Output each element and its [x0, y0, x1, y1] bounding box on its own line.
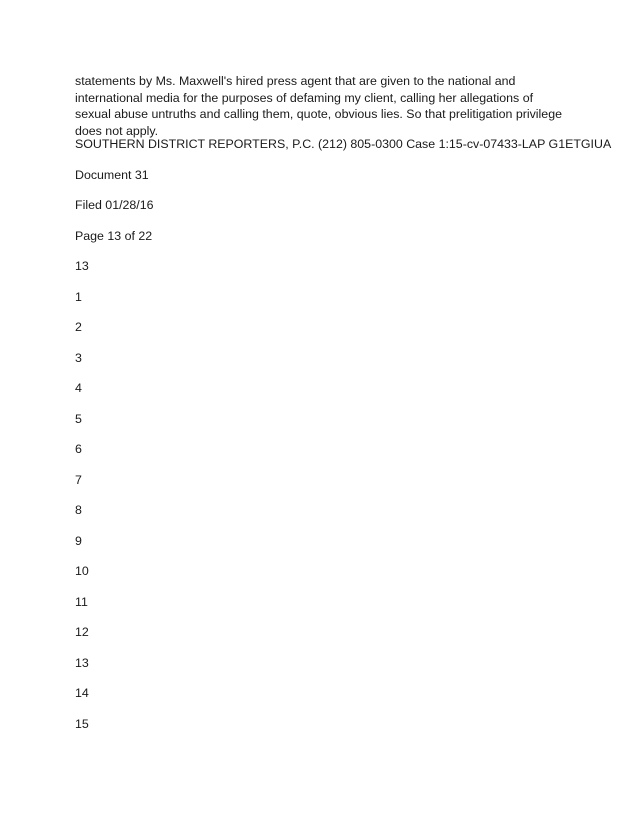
line-number: 6 [75, 442, 82, 456]
transcript-page-number: 13 [75, 259, 89, 273]
line-number: 3 [75, 351, 82, 365]
page-info: Page 13 of 22 [75, 229, 153, 243]
document-number: Document 31 [75, 168, 149, 182]
line-number: 14 [75, 686, 89, 700]
line-number: 12 [75, 625, 89, 639]
line-number: 10 [75, 564, 89, 578]
line-number: 4 [75, 381, 82, 395]
filed-date: Filed 01/28/16 [75, 198, 154, 212]
line-number: 1 [75, 290, 82, 304]
line-number: 11 [75, 595, 88, 609]
body-paragraph: statements by Ms. Maxwell's hired press agent that are given to the national and international media for the purposes of defaming my client, calling her allegations of sexual abuse untruths and calling them, quote, obvious lies. So that prelitigation privilege does not apply. [75, 74, 562, 138]
line-number: 15 [75, 717, 89, 731]
line-number: 5 [75, 412, 82, 426]
reporter-header: SOUTHERN DISTRICT REPORTERS, P.C. (212) 805-0300 Case 1:15-cv-07433-LAP G1ETGIUA [75, 137, 612, 151]
line-number: 8 [75, 503, 82, 517]
line-number: 9 [75, 534, 82, 548]
line-number: 2 [75, 320, 82, 334]
line-number: 7 [75, 473, 82, 487]
line-number: 13 [75, 656, 89, 670]
